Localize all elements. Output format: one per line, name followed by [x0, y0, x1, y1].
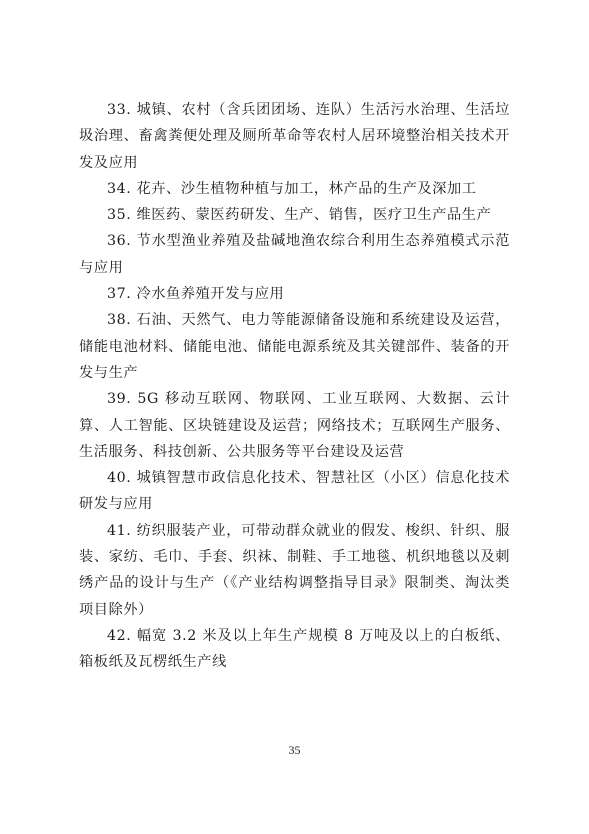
list-item-38: 38. 石油、天然气、电力等能源储备设施和系统建设及运营，储能电池材料、储能电池、储能电源系统及其关键部件、装备的开发与生产: [79, 312, 510, 381]
list-item-36: 36. 节水型渔业养殖及盐碱地渔农综合利用生态养殖模式示范与应用: [79, 233, 510, 276]
list-item-42: 42. 幅宽 3.2 米及以上年生产规模 8 万吨及以上的白板纸、箱板纸及瓦楞纸生产线: [79, 627, 510, 671]
list-item-37: 37. 冷水鱼养殖开发与应用: [107, 286, 285, 303]
list-item-35: 35. 维医药、蒙医药研发、生产、销售，医疗卫生产品生产: [107, 207, 492, 224]
list-item-34: 34. 花卉、沙生植物种植与加工，林产品的生产及深加工: [107, 180, 477, 197]
list-item-39: 39. 5G 移动互联网、物联网、工业互联网、大数据、云计算、人工智能、区块链建设及运营；网络技术；互联网生产服务、生活服务、科技创新、公共服务等平台建设及运营: [79, 391, 510, 460]
list-item-40: 40. 城镇智慧市政信息化技术、智慧社区（小区）信息化技术研发与应用: [79, 470, 510, 513]
page-number: 35: [288, 743, 301, 757]
item-list: [79, 97, 510, 676]
list-item-33: 33. 城镇、农村（含兵团团场、连队）生活污水治理、生活垃圾治理、畜禽粪便处理及厕所革命等农村人居环境整治相关技术开发及应用: [79, 102, 510, 171]
list-item-41: 41. 纺织服装产业，可带动群众就业的假发、梭织、针织、服装、家纺、毛巾、手套、织袜、制鞋、手工地毯、机织地毯以及刺绣产品的设计与生产（《产业结构调整指导目录》限制类、淘汰类项目除外）: [79, 522, 510, 618]
